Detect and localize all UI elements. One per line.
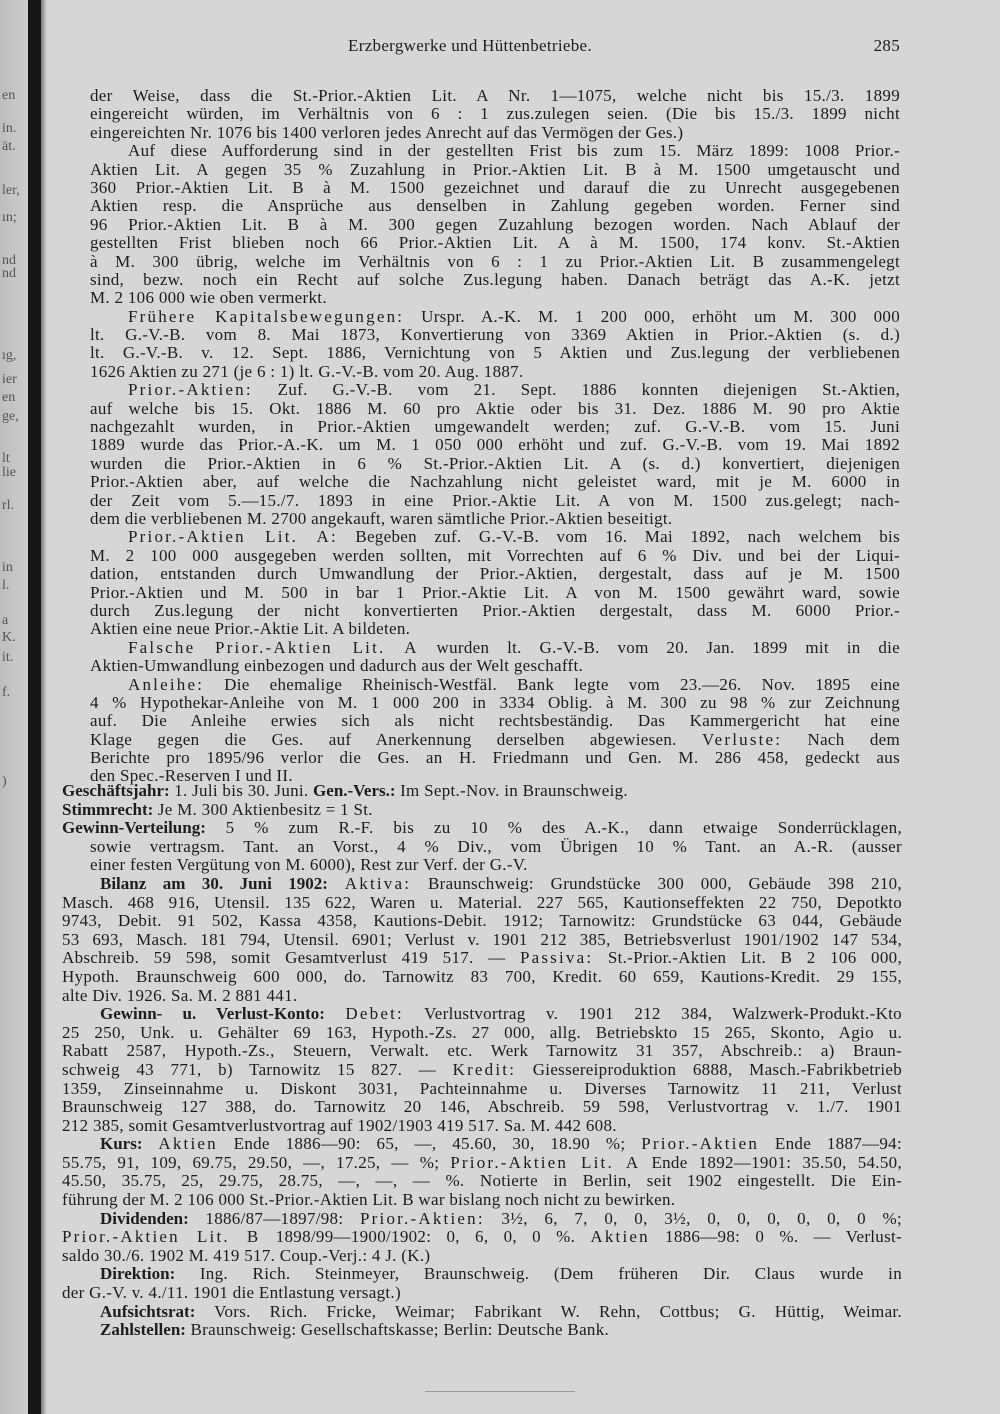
text-line bbox=[62, 1191, 902, 1210]
margin-fragment: in bbox=[2, 560, 13, 575]
text-run: dation, entstanden durch Umwandlung der Prior.-Aktien, dergestalt, dass auf je M. 1500 bbox=[90, 565, 900, 584]
paragraph-prior-aktien-lit-a bbox=[90, 528, 900, 638]
text-run: 1889 wurde das Prior.-A.-K. um M. 1 050 000 erhöht und zuf. G.-V.-B. vom 19. Mai 1892 bbox=[90, 436, 900, 455]
margin-fragment: lt bbox=[2, 451, 10, 466]
bold-heading: Zahlstellen: bbox=[100, 1321, 186, 1340]
text-line bbox=[62, 1284, 902, 1303]
margin-fragment: ın; bbox=[2, 210, 17, 225]
text-run: dem die verbliebenen M. 2700 angekauft, waren sämtliche Prior.-Aktien beseitigt. bbox=[90, 509, 673, 528]
text-line bbox=[62, 1321, 902, 1340]
bold-heading: Gewinn- u. Verlust-Konto: bbox=[100, 1005, 325, 1024]
text-run: 45.50, 35.75, 25, 29.75, 28.75, —, —, — %. Notierte in Berlin, seit 1902 eingestellt. Die Ein- bbox=[62, 1172, 902, 1191]
bold-heading: Dividenden: bbox=[100, 1209, 189, 1228]
text-line bbox=[90, 676, 900, 694]
text-run: Klage gegen die Ges. auf Anerkennung derselben abgewiesen. bbox=[90, 730, 702, 749]
text-line bbox=[90, 179, 900, 197]
text-run: 9743, Debit. 91 502, Kassa 4358, Kautions-Debit. 1912; Tarnowitz: Grundstücke 63 044, Gebäude bbox=[62, 912, 902, 931]
scan-gutter-shadow bbox=[41, 0, 47, 1414]
spaced-heading: Debet: bbox=[345, 1005, 404, 1024]
text-line bbox=[62, 987, 902, 1006]
text-line bbox=[62, 819, 902, 838]
text-run: führung der M. 2 106 000 St.-Prior.-Aktien Lit. B war bislang noch nicht zu bewirken. bbox=[62, 1191, 676, 1210]
text-line bbox=[62, 1154, 902, 1173]
text-run: M. 2 100 000 ausgegeben werden sollten, mit Vorrechten auf 6 % Div. und bei der Liqui- bbox=[90, 546, 900, 565]
text-run bbox=[143, 1135, 159, 1153]
paragraph-geschaeftsjahr bbox=[62, 782, 902, 801]
text-run: Aktien Lit. A gegen 35 % Zuzahlung in Prior.-Aktien Lit. B à M. 1500 umgetauscht und bbox=[90, 160, 900, 179]
text-run: der Zeit vom 5.—15./7. 1893 in eine Prior.-Aktie Lit. A von M. 1500 zus.gelegt; nach- bbox=[90, 491, 900, 510]
text-run: 1359, Zinseinnahme u. Diskont 3031, Pachteinnahme u. Diverses Tarnowitz 11 211, Verlust bbox=[62, 1079, 902, 1098]
text-run: Aktien resp. die Ansprüche aus denselben in Zahlung gegeben worden. Ferner sind bbox=[90, 197, 900, 216]
text-run: M. 2 106 000 wie oben vermerkt. bbox=[90, 289, 327, 308]
text-run: Je M. 300 Aktienbesitz = 1 St. bbox=[153, 800, 373, 819]
margin-fragment: ät. bbox=[2, 139, 16, 154]
text-run: Die ehemalige Rheinisch-Westfäl. Bank legte vom 23.—26. Nov. 1895 eine bbox=[204, 675, 900, 694]
text-line bbox=[62, 1265, 902, 1284]
text-line bbox=[90, 455, 900, 473]
margin-fragment: in. bbox=[2, 121, 17, 136]
text-line bbox=[90, 253, 900, 271]
text-run: auf. Die Anleihe erwies sich als nicht rechtsbeständig. Das Kammergericht hat eine bbox=[90, 712, 900, 731]
text-line bbox=[90, 289, 900, 307]
text-line bbox=[90, 216, 900, 234]
text-line bbox=[62, 1228, 902, 1247]
text-run: 5 % zum R.-F. bis zu 10 % des A.-K., dann etwaige Sonderrücklagen, bbox=[205, 819, 902, 838]
text-line bbox=[62, 1042, 902, 1061]
text-run bbox=[325, 1005, 345, 1023]
text-line bbox=[90, 418, 900, 436]
text-run: Berichte pro 1895/96 verlor die Ges. an H. Friedmann und Gen. M. 286 458, gedeckt aus bbox=[90, 749, 900, 768]
text-run: 1886/87—1897/98: bbox=[188, 1209, 360, 1228]
text-line bbox=[90, 473, 900, 491]
text-run: 96 Prior.-Aktien Lit. B à M. 300 gegen Zuzahlung bezogen worden. Nach Ablauf der bbox=[90, 215, 900, 234]
margin-fragment: ier bbox=[2, 372, 17, 387]
text-run: Verlustvortrag v. 1901 212 384, Walzwerk-Produkt.-Kto bbox=[403, 1005, 902, 1024]
text-line bbox=[62, 1098, 902, 1117]
body-text-part-a bbox=[90, 87, 900, 786]
text-line bbox=[62, 782, 902, 801]
text-line bbox=[90, 344, 900, 362]
spaced-heading: Prior.-Aktien: bbox=[360, 1209, 485, 1228]
text-run: 53 693, Masch. 181 794, Utensil. 6901; Verlust v. 1901 212 385, Betriebsverlust 1901/1902 147 534, bbox=[62, 930, 902, 949]
bold-heading: Geschäftsjahr: bbox=[62, 782, 170, 800]
text-line bbox=[90, 197, 900, 215]
bold-heading: Stimmrecht: bbox=[62, 800, 154, 819]
page-number: 285 bbox=[873, 36, 900, 55]
paragraph-continuation bbox=[90, 87, 900, 142]
bold-heading: Gen.-Vers.: bbox=[313, 782, 396, 800]
text-line bbox=[90, 731, 900, 749]
text-line bbox=[90, 124, 900, 142]
text-run: 25 250, Unk. u. Gehälter 69 163, Hypoth.-Zs. 27 000, allg. Betriebskto 15 265, Skonto, Agio u. bbox=[62, 1023, 902, 1042]
running-header bbox=[90, 36, 900, 58]
text-run: der G.-V. v. 4./11. 1901 die Entlastung versagt.) bbox=[62, 1284, 401, 1303]
text-run: schweig 43 771, b) Tarnowitz 15 827. — bbox=[62, 1060, 453, 1079]
text-run: Hypoth. Braunschweig 600 000, do. Tarnowitz 83 700, Kredit. 60 659, Kautions-Kredit. 29 155, bbox=[62, 967, 902, 986]
spaced-heading: Passiva: bbox=[519, 949, 594, 968]
text-line bbox=[62, 1080, 902, 1099]
text-run: eingereichten Nr. 1076 bis 1400 verloren jedes Anrecht auf das Vermögen der Ges.) bbox=[90, 123, 684, 142]
text-run: 3½, 6, 7, 0, 0, 3½, 0, 0, 0, 0, 0, 0 %; bbox=[484, 1209, 902, 1228]
text-run: Im Sept.-Nov. in Braunschweig. bbox=[395, 782, 628, 800]
margin-fragment: l. bbox=[2, 578, 10, 593]
text-run: 1. Juli bis 30. Juni. bbox=[169, 782, 314, 800]
body-text-part-b bbox=[62, 782, 902, 1340]
text-line bbox=[90, 234, 900, 252]
text-run: auf welche bis 15. Okt. 1886 M. 60 pro Aktie oder bis 31. Dez. 1886 M. 90 pro Aktie bbox=[90, 399, 900, 418]
text-run: Nach dem bbox=[782, 730, 900, 749]
text-run: Braunschweig 127 388, do. Tarnowitz 20 146, Abschreib. 59 598, Verlustvortrag v. 1./7. 1901 bbox=[62, 1098, 902, 1117]
text-line bbox=[90, 639, 900, 657]
text-run: wurden die Prior.-Aktien in 6 % St.-Prior.-Aktien Lit. A (s. d.) konvertiert, diejenigen bbox=[90, 454, 900, 473]
spaced-heading: Verluste: bbox=[702, 730, 783, 749]
text-run: Vors. Rich. Fricke, Weimar; Fabrikant W. Rehn, Cottbus; G. Hüttig, Weimar. bbox=[195, 1302, 902, 1321]
text-line bbox=[62, 838, 902, 857]
paragraph-gewinn-verteilung bbox=[62, 819, 902, 875]
text-run: Aktien eine neue Prior.-Aktie Lit. A bildeten. bbox=[90, 620, 411, 639]
spaced-heading: Aktiva: bbox=[344, 874, 412, 893]
text-line bbox=[90, 436, 900, 454]
text-line bbox=[90, 510, 900, 528]
spaced-heading: Aktien bbox=[590, 1228, 650, 1247]
paragraph-aufforderung bbox=[90, 142, 900, 308]
text-line bbox=[90, 528, 900, 546]
margin-fragment: en bbox=[2, 88, 16, 103]
text-line bbox=[62, 1303, 902, 1322]
text-line bbox=[90, 584, 900, 602]
text-line bbox=[62, 912, 902, 931]
margin-fragment: ıg, bbox=[2, 348, 17, 363]
text-run: wurden lt. G.-V.-B. vom 20. Jan. 1899 mit in die bbox=[418, 638, 900, 657]
text-run: Prior.-Aktien und M. 500 in bar 1 Prior.-Aktie Lit. A von M. 1500 gewährt ward, sowie bbox=[90, 583, 900, 602]
text-line bbox=[62, 949, 902, 968]
text-line bbox=[90, 492, 900, 510]
text-line bbox=[62, 1117, 902, 1136]
text-run: Ende 1892—1901: 35.50, 54.50, bbox=[640, 1153, 902, 1172]
spaced-heading: Prior.-Aktien Lit. A: bbox=[128, 528, 338, 547]
paragraph-prior-aktien bbox=[90, 381, 900, 528]
text-run: sind, bezw. noch ein Recht auf solche Zus.legung haben. Danach beträgt das A.-K. jetzt bbox=[90, 270, 900, 289]
text-run: 4 % Hypothekar-Anleihe von M. 1 000 200 in 3334 Oblig. à M. 300 zu 98 % zur Zeichnung bbox=[90, 693, 900, 712]
spaced-heading: Prior.-Aktien bbox=[641, 1135, 760, 1154]
text-run: der Weise, dass die St.-Prior.-Aktien Lit. A Nr. 1—1075, welche nicht bis 15./3. 1899 bbox=[90, 87, 900, 105]
margin-fragment: f. bbox=[2, 685, 11, 700]
text-line bbox=[90, 400, 900, 418]
text-run: 1886—98: 0 %. — Verlust- bbox=[649, 1228, 902, 1247]
text-run: gestellten Frist blieben noch 66 Prior.-Aktien Lit. A à M. 1500, 174 konv. St.-Aktien bbox=[90, 234, 900, 253]
text-run: 212 385, somit Gesamtverlustvortrag auf 1902/1903 419 517. Sa. M. 442 608. bbox=[62, 1116, 617, 1135]
bottom-rule bbox=[425, 1391, 575, 1392]
text-run: Begeben zuf. G.-V.-B. vom 16. Mai 1892, nach welchem bis bbox=[337, 528, 900, 547]
text-line bbox=[90, 694, 900, 712]
text-line bbox=[90, 363, 900, 381]
margin-fragment: ler, bbox=[2, 183, 20, 198]
text-line bbox=[62, 1061, 902, 1080]
spaced-heading: Aktien bbox=[158, 1135, 218, 1154]
text-line bbox=[90, 749, 900, 767]
text-line bbox=[62, 1005, 902, 1024]
text-line bbox=[90, 161, 900, 179]
spaced-heading: Falsche Prior.-Aktien Lit. A bbox=[128, 638, 419, 657]
paragraph-falsche-prior-aktien bbox=[90, 639, 900, 676]
text-line bbox=[90, 712, 900, 730]
margin-fragment: ge, bbox=[2, 409, 19, 424]
paragraph-dividenden bbox=[62, 1210, 902, 1266]
text-line bbox=[62, 856, 902, 875]
margin-fragment: ) bbox=[2, 774, 7, 789]
text-run: nachgezahlt wurden, in Prior.-Aktien umgewandelt werden; zuf. G.-V.-B. vom 15. Juni bbox=[90, 418, 900, 437]
text-line bbox=[90, 105, 900, 123]
bold-heading: Kurs: bbox=[100, 1135, 143, 1154]
text-run: Masch. 468 916, Utensil. 135 622, Waren u. Material. 227 565, Kautionseffekten 22 750, Depotkto bbox=[62, 893, 902, 912]
margin-fragment: nd bbox=[2, 253, 16, 268]
text-line bbox=[62, 801, 902, 820]
text-line bbox=[90, 87, 900, 105]
text-run: St.-Prior.-Aktien Lit. B 2 106 000, bbox=[593, 949, 902, 968]
text-line bbox=[90, 547, 900, 565]
text-run: 360 Prior.-Aktien Lit. B à M. 1500 gezeichnet und darauf die zu Unrecht ausgegebenen bbox=[90, 178, 900, 197]
text-run: saldo 30./6. 1902 M. 419 517. Coup.-Verj.: 4 J. (K.) bbox=[62, 1246, 431, 1265]
paragraph-kapitalsbewegungen bbox=[90, 308, 900, 382]
text-line bbox=[62, 1135, 902, 1154]
spaced-heading: Prior.-Aktien Lit. B bbox=[62, 1228, 261, 1247]
running-title: Erzbergwerke und Hüttenbetriebe. bbox=[348, 36, 592, 55]
text-run: alte Div. 1926. Sa. M. 2 881 441. bbox=[62, 986, 298, 1005]
text-run: Prior.-Aktien aber, auf welche die Nachzahlung nicht geleistet ward, mit je M. 6000 in bbox=[90, 473, 900, 492]
text-run: lt. G.-V.-B. vom 8. Mai 1873, Konvertierung von 3369 Aktien in Prior.-Aktien (s. d.) bbox=[90, 326, 900, 345]
text-run: Urspr. A.-K. M. 1 200 000, erhöht um M. 300 000 bbox=[404, 307, 900, 326]
text-run: Ing. Rich. Steinmeyer, Braunschweig. (Dem früheren Dir. Claus wurde in bbox=[175, 1265, 902, 1284]
spaced-heading: Prior.-Aktien: bbox=[128, 381, 253, 400]
text-line bbox=[62, 968, 902, 987]
text-line bbox=[62, 1172, 902, 1191]
text-line bbox=[90, 657, 900, 675]
text-line bbox=[90, 381, 900, 399]
text-run: Giessereiproduktion 6888, Masch.-Fabrikbetrieb bbox=[516, 1060, 902, 1079]
text-run: Ende 1887—94: bbox=[759, 1135, 902, 1154]
text-line bbox=[90, 326, 900, 344]
text-run: eingereicht würden, im Verhältnis von 6 : 1 zus.zulegen seien. (Die bis 15./3. 1899 nicht bbox=[90, 105, 900, 124]
paragraph-stimmrecht bbox=[62, 801, 902, 820]
text-line bbox=[90, 602, 900, 620]
margin-fragment: rl. bbox=[2, 498, 15, 513]
spaced-heading: Frühere Kapitalsbewegungen: bbox=[128, 307, 405, 326]
text-run: 55.75, 91, 109, 69.75, 29.50, —, 17.25, — %; bbox=[62, 1153, 451, 1172]
text-run: Braunschweig: Gesellschaftskasse; Berlin: Deutsche Bank. bbox=[185, 1321, 610, 1340]
margin-fragment: en bbox=[2, 390, 16, 405]
paragraph-anleihe bbox=[90, 676, 900, 786]
text-run: 1898/99—1900/1902: 0, 6, 0, 0 %. bbox=[260, 1228, 591, 1247]
text-run: lt. G.-V.-B. v. 12. Sept. 1886, Vernichtung von 5 Aktien und Zus.legung der verbliebenen bbox=[90, 344, 900, 363]
text-run: durch Zus.legung der nicht konvertierten Prior.-Aktien dergestalt, dass M. 6000 Prior.- bbox=[90, 601, 900, 620]
text-line bbox=[62, 894, 902, 913]
bold-heading: Gewinn-Verteilung: bbox=[62, 819, 206, 838]
paragraph-aufsichtsrat bbox=[62, 1303, 902, 1322]
bold-heading: Direktion: bbox=[100, 1265, 176, 1284]
paragraph-zahlstellen bbox=[62, 1321, 902, 1340]
bold-heading: Bilanz am 30. Juni 1902: bbox=[100, 874, 328, 893]
text-run: Auf diese Aufforderung sind in der gestellten Frist bis zum 15. März 1899: 1008 Prior.- bbox=[128, 142, 900, 161]
text-line bbox=[62, 931, 902, 950]
text-line bbox=[62, 1247, 902, 1266]
text-run: einer festen Vergütung von M. 6000), Rest zur Verf. der G.-V. bbox=[90, 856, 528, 875]
scan-gutter bbox=[28, 0, 41, 1414]
text-run: Zuf. G.-V.-B. vom 21. Sept. 1886 konnten diejenigen St.-Aktien, bbox=[252, 381, 900, 400]
text-run: Abschreib. 59 598, somit Gesamtverlust 419 517. — bbox=[62, 949, 520, 968]
text-run: den Spec.-Reserven I und II. bbox=[90, 767, 293, 786]
paragraph-direktion bbox=[62, 1265, 902, 1302]
margin-fragment: K. bbox=[2, 630, 16, 645]
text-line bbox=[62, 1210, 902, 1229]
text-run: Braunschweig: Grundstücke 300 000, Gebäude 398 210, bbox=[411, 874, 902, 893]
margin-fragment: lie bbox=[2, 465, 16, 480]
text-run: Ende 1886—90: 65, —, 45.60, 30, 18.90 %; bbox=[217, 1135, 642, 1154]
paragraph-bilanz bbox=[62, 875, 902, 1005]
text-run: Rabatt 2587, Hypoth.-Zs., Steuern, Verwalt. etc. Werk Tarnowitz 31 357, Abschreib.: a) Braun- bbox=[62, 1042, 902, 1061]
bold-heading: Aufsichtsrat: bbox=[100, 1302, 196, 1321]
text-run: sowie vertragsm. Tant. an Vorst., 4 % Div., vom Übrigen 10 % Tant. an A.-R. (ausser bbox=[90, 837, 902, 856]
paragraph-gewinn-verlust-konto bbox=[62, 1005, 902, 1135]
text-run: à M. 300 übrig, welche im Verhältnis von 6 : 1 zu Prior.-Aktien Lit. B zusammengelegt bbox=[90, 252, 900, 271]
paragraph-kurs bbox=[62, 1135, 902, 1209]
spaced-heading: Prior.-Aktien Lit. A bbox=[450, 1153, 641, 1172]
margin-fragment: nd bbox=[2, 266, 16, 281]
text-run: 1626 Aktien zu 271 (je 6 : 1) lt. G.-V.-B. vom 20. Aug. 1887. bbox=[90, 362, 524, 381]
text-line bbox=[90, 308, 900, 326]
text-run: Aktien-Umwandlung einbezogen und dadurch aus der Welt geschafft. bbox=[90, 657, 584, 676]
text-run bbox=[328, 875, 345, 893]
margin-fragment: a bbox=[2, 613, 9, 628]
text-line bbox=[62, 1024, 902, 1043]
text-line bbox=[90, 620, 900, 638]
spaced-heading: Anleihe: bbox=[128, 675, 205, 694]
text-line bbox=[90, 565, 900, 583]
spaced-heading: Kredit: bbox=[452, 1060, 517, 1079]
text-line bbox=[62, 875, 902, 894]
text-line bbox=[90, 142, 900, 160]
margin-fragment: it. bbox=[2, 650, 14, 665]
text-line bbox=[90, 271, 900, 289]
